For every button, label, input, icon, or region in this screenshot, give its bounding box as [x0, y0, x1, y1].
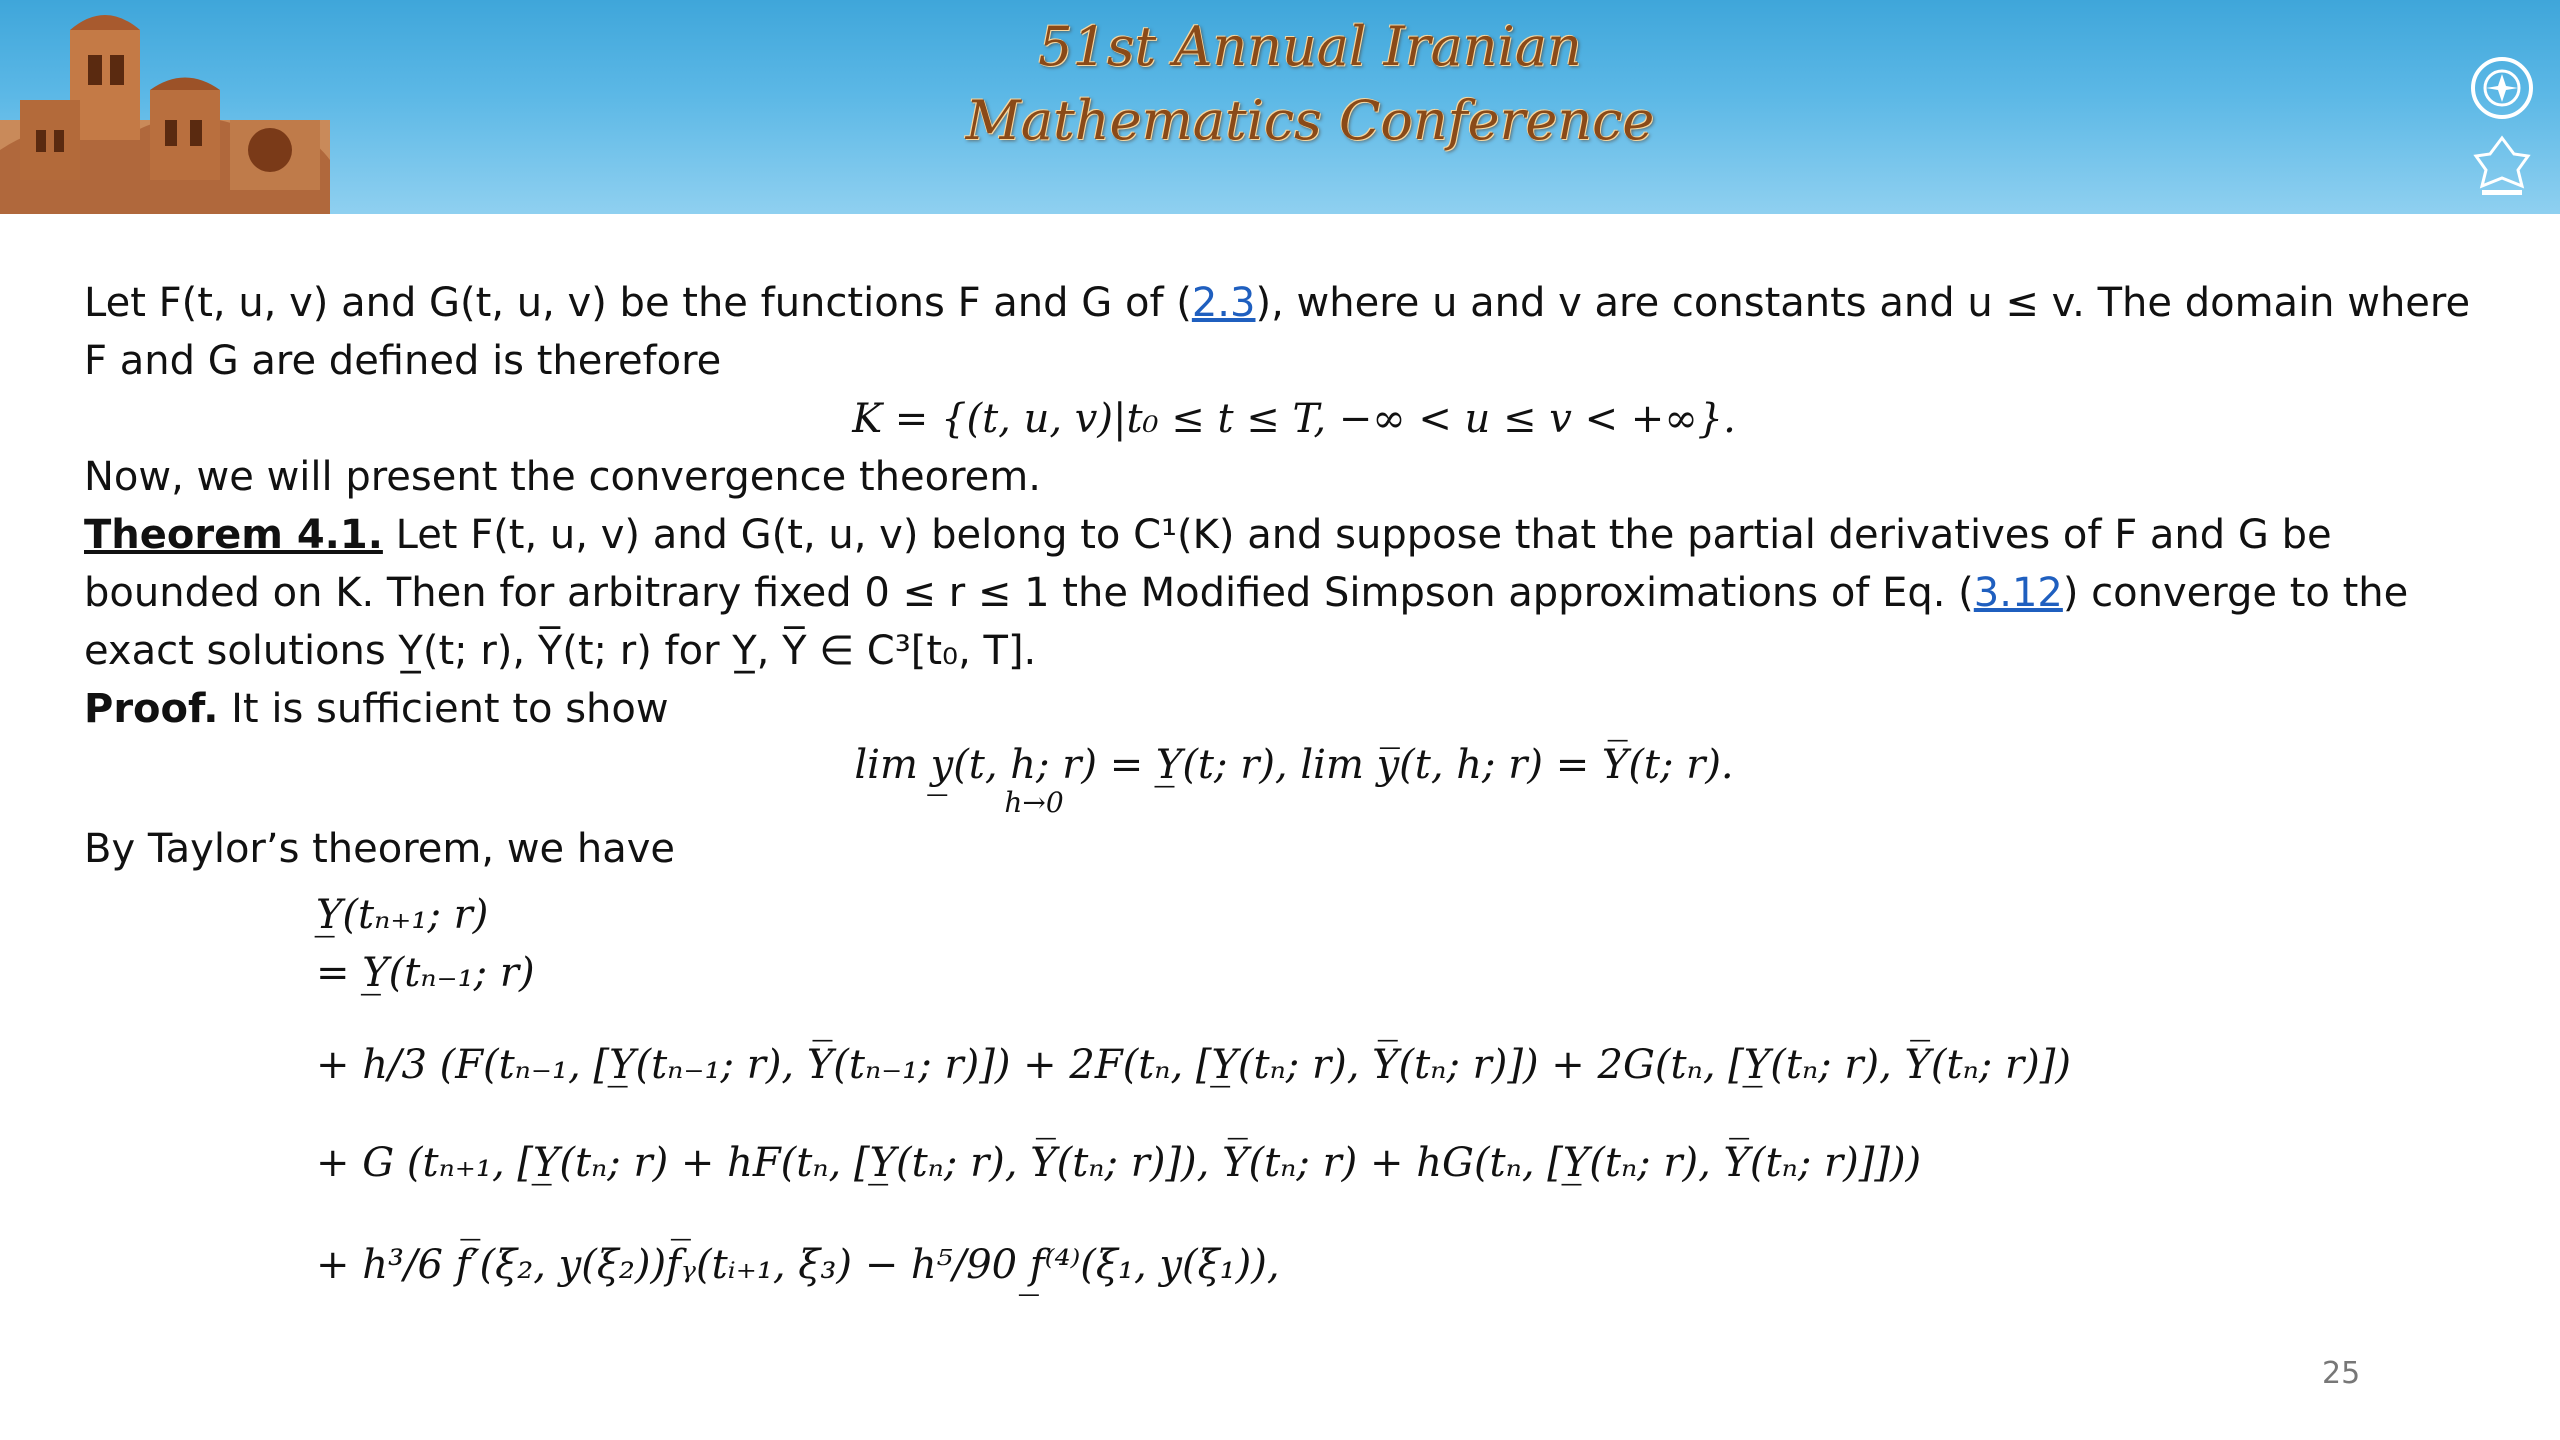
proof-line — [84, 680, 2504, 738]
domain-equation: K = {(t, u, v)|t₀ ≤ t ≤ T, −∞ < u ≤ v < +∞}. — [852, 396, 1736, 442]
limit-equation — [84, 738, 2504, 792]
derivation-line-2: = Y̲(tₙ₋₁; r) — [316, 950, 535, 996]
theorem-line2 — [84, 564, 2504, 622]
university-seal-icon — [2470, 56, 2534, 120]
page-number: 25 — [2322, 1356, 2361, 1391]
derivation-line-5: + h³/6 f̅′(ξ₂, y(ξ₂))f̅ᵧ(tᵢ₊₁, ξ₃) − h⁵/90 f̲⁽⁴⁾(ξ₁, y(ξ₁)), — [316, 1242, 1280, 1288]
slide-content — [84, 274, 2504, 878]
intro-paragraph — [84, 274, 2504, 332]
transition-sentence: Now, we will present the convergence theorem. — [84, 454, 1041, 500]
equation-ref-3-12[interactable]: 3.12 — [1973, 570, 2063, 616]
theorem-label: Theorem 4.1. — [84, 512, 383, 558]
conference-title-line2: Mathematics Conference — [965, 89, 1655, 152]
derivation-line-1: Y̲(tₙ₊₁; r) — [316, 892, 489, 938]
conference-banner — [0, 0, 2560, 214]
conference-title — [960, 10, 1660, 158]
university-emblem-icon — [2470, 134, 2534, 200]
limit-subscript-text: h→0 — [1004, 786, 1064, 819]
proof-text: It is sufficient to show — [218, 686, 669, 732]
limit-equation-text: lim y̲(t, h; r) = Y̲(t; r), lim y̅(t, h; r) = Y̅(t; r). — [854, 742, 1734, 788]
intro-text-a: Let F(t, u, v) and G(t, u, v) be the functions F and G of ( — [84, 280, 1192, 326]
limit-subscript — [84, 786, 2504, 819]
conference-title-line1: 51st Annual Iranian — [1038, 15, 1582, 78]
intro-line2: F and G are defined is therefore — [84, 338, 722, 384]
theorem-text-1: Let F(t, u, v) and G(t, u, v) belong to C¹(K) and suppose that the partial derivatives of F and G be — [382, 512, 2332, 558]
theorem-text-2b: ) converge to the — [2062, 570, 2409, 616]
proof-label: Proof. — [84, 686, 219, 732]
derivation-line-3: + h/3 (F(tₙ₋₁, [Y̲(tₙ₋₁; r), Y̅(tₙ₋₁; r)]) + 2F(tₙ, [Y̲(tₙ; r), Y̅(tₙ; r)]) + 2G(tₙ, [Y̲(tₙ; r), Y̅(tₙ; r)]) — [316, 1042, 2071, 1088]
derivation-line-4: + G (tₙ₊₁, [Y̲(tₙ; r) + hF(tₙ, [Y̲(tₙ; r), Y̅(tₙ; r)]), Y̅(tₙ; r) + hG(tₙ, [Y̲(tₙ; r), Y̅(tₙ; r)]])) — [316, 1140, 1922, 1186]
theorem-line3: exact solutions Y̲(t; r), Y̅(t; r) for Y̲, Y̅ ∈ C³[t₀, T]. — [84, 628, 1037, 674]
equation-ref-2-3[interactable]: 2.3 — [1191, 280, 1256, 326]
theorem-text-2a: bounded on K. Then for arbitrary fixed 0 ≤ r ≤ 1 the Modified Simpson approximations of Eq. ( — [84, 570, 1974, 616]
theorem-line1 — [84, 506, 2504, 564]
historic-house-illustration — [0, 0, 340, 214]
intro-text-b: ), where u and v are constants and u ≤ v. The domain where — [1255, 280, 2471, 326]
taylor-derivation — [316, 886, 2071, 1294]
taylor-sentence: By Taylor’s theorem, we have — [84, 826, 675, 872]
